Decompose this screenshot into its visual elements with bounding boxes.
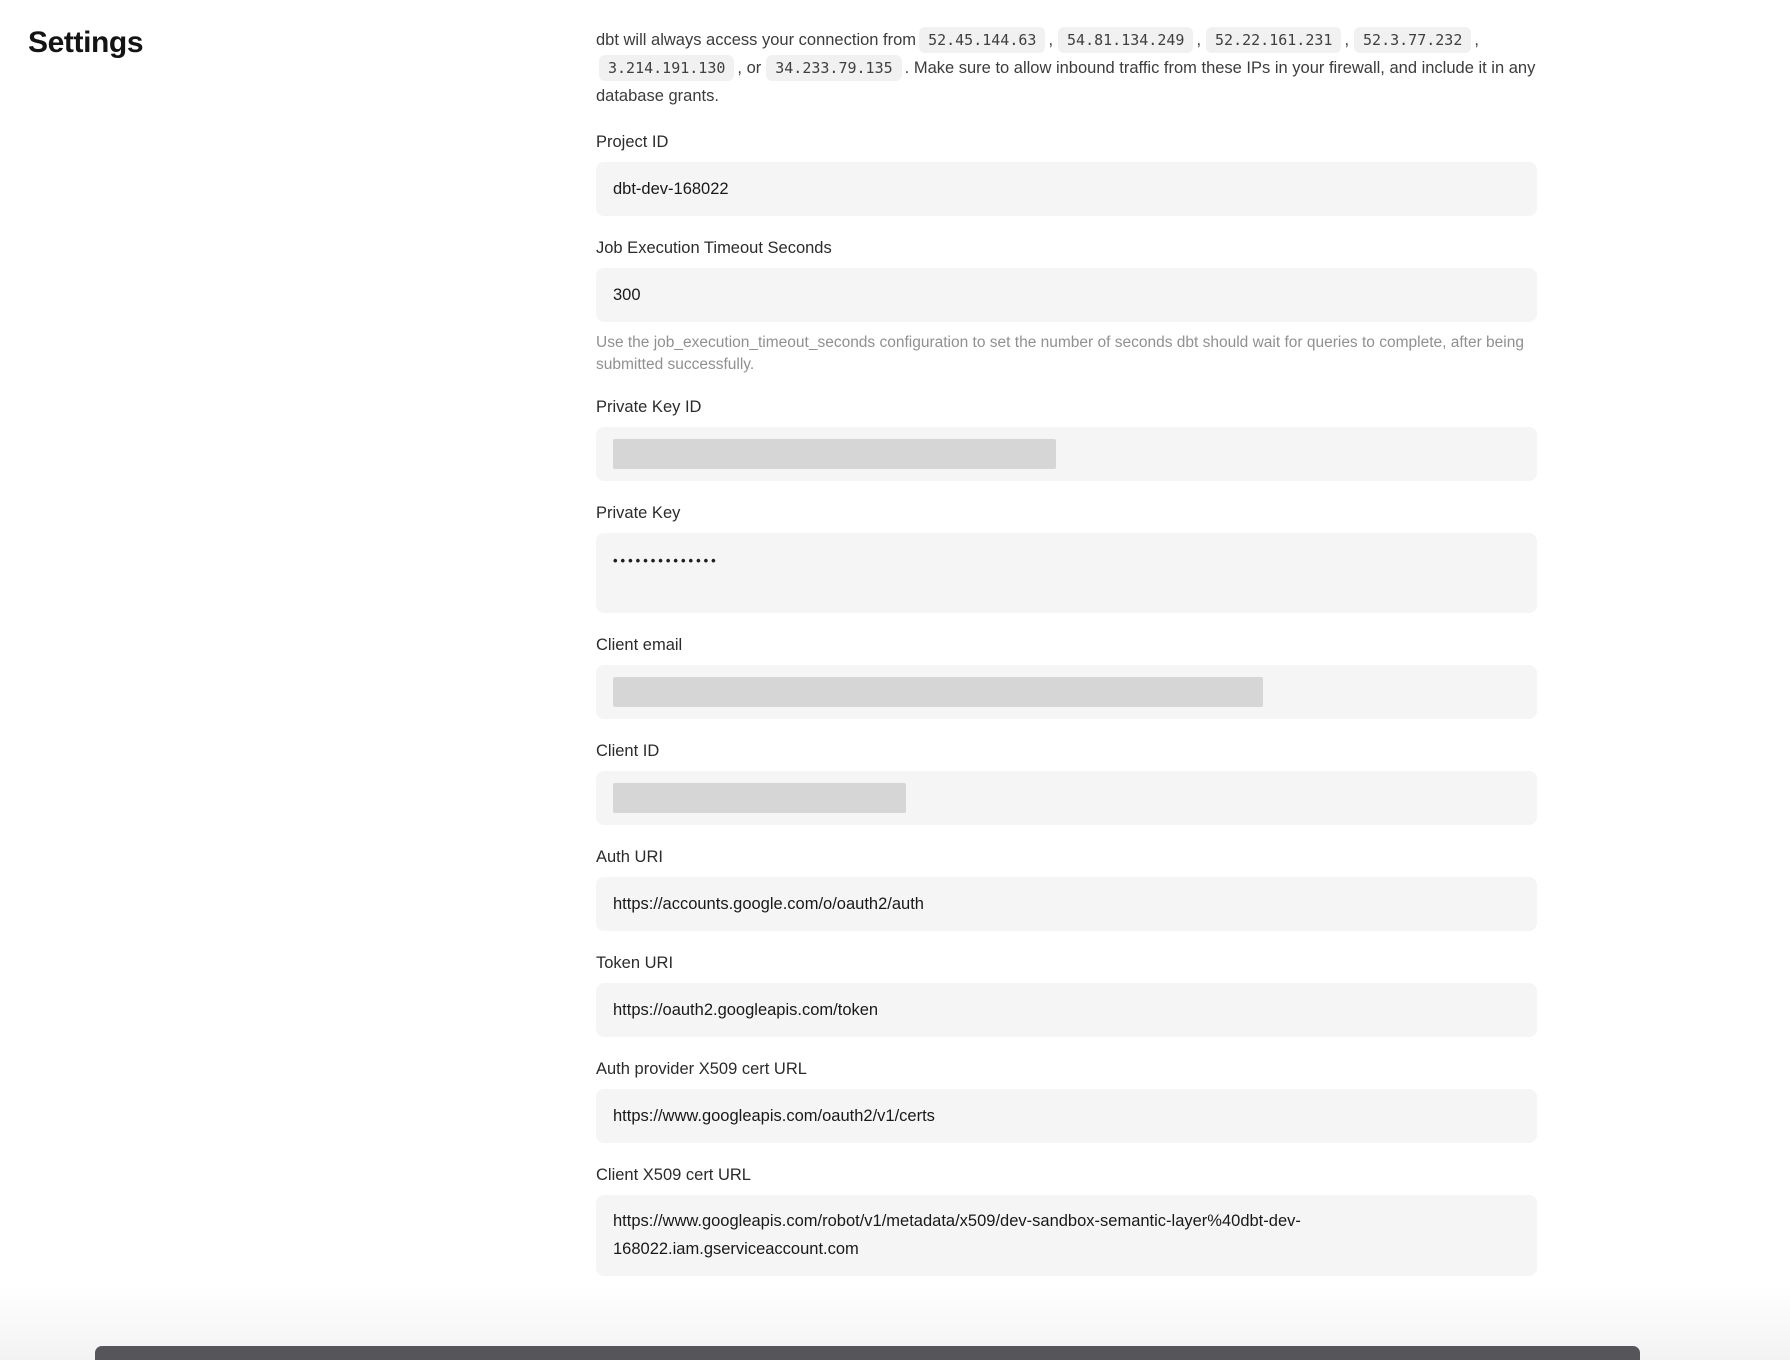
field-client-email [596,634,1537,719]
redacted-value [613,439,1056,469]
job-timeout-label: Job Execution Timeout Seconds [596,239,832,257]
connection-settings-form [596,26,1537,1276]
private-key-id-label: Private Key ID [596,398,702,416]
masked-private-key-value: •••••••••••••• [613,553,719,568]
ip-address-chip: 52.22.161.231 [1206,27,1341,53]
client-email-input[interactable] [596,665,1537,719]
auth-provider-cert-url-input[interactable] [596,1089,1537,1143]
ip-separator-last: , or [737,59,762,77]
client-cert-url-label: Client X509 cert URL [596,1166,751,1184]
ip-address-chip: 3.214.191.130 [599,55,734,81]
page-title: Settings [28,26,144,59]
field-job-execution-timeout [596,237,1537,375]
client-cert-url-value: https://www.googleapis.com/robot/v1/metadata/x509/dev-sandbox-semantic-layer%40dbt-dev-168022.iam.gserviceaccount.com [613,1212,1301,1258]
auth-uri-label: Auth URI [596,848,663,866]
auth-uri-input[interactable] [596,877,1537,931]
job-timeout-value: 300 [613,285,641,304]
ip-allowlist-note [596,26,1537,110]
field-token-uri [596,952,1537,1037]
private-key-id-input[interactable] [596,427,1537,481]
token-uri-input[interactable] [596,983,1537,1037]
job-timeout-help-text: Use the job_execution_timeout_seconds configuration to set the number of seconds dbt should wait for queries to complete, after being submitted successfully. [596,334,1524,373]
project-id-input[interactable] [596,162,1537,216]
field-private-key [596,502,1537,613]
field-auth-uri [596,846,1537,931]
token-uri-label: Token URI [596,954,674,972]
client-cert-url-input[interactable] [596,1195,1537,1276]
ip-separator: , [1196,31,1202,49]
intro-text-before: dbt will always access your connection from [596,31,917,49]
ip-address-chip: 34.233.79.135 [766,55,901,81]
auth-provider-cert-url-value: https://www.googleapis.com/oauth2/v1/certs [613,1106,935,1125]
redacted-value [613,783,906,813]
redacted-value [613,677,1263,707]
ip-separator: , [1474,31,1479,49]
field-client-cert-url [596,1164,1537,1276]
field-client-id [596,740,1537,825]
private-key-label: Private Key [596,504,681,522]
token-uri-value: https://oauth2.googleapis.com/token [613,1000,879,1019]
client-id-input[interactable] [596,771,1537,825]
field-private-key-id [596,396,1537,481]
intro-text-after: . Make sure to allow inbound traffic from these IPs in your firewall, and include it in any database grants. [596,59,1536,105]
ip-address-chip: 52.45.144.63 [919,27,1045,53]
client-id-label: Client ID [596,742,660,760]
field-project-id [596,131,1537,216]
client-email-label: Client email [596,636,683,654]
private-key-input[interactable] [596,533,1537,613]
ip-separator: , [1344,31,1350,49]
ip-address-chip: 52.3.77.232 [1354,27,1471,53]
field-auth-provider-cert-url [596,1058,1537,1143]
auth-uri-value: https://accounts.google.com/o/oauth2/auth [613,894,924,913]
dock-edge-bar [95,1346,1640,1360]
auth-provider-cert-url-label: Auth provider X509 cert URL [596,1060,807,1078]
job-timeout-input[interactable] [596,268,1537,322]
project-id-label: Project ID [596,133,669,151]
project-id-value: dbt-dev-168022 [613,179,729,198]
ip-separator: , [1048,31,1054,49]
ip-address-chip: 54.81.134.249 [1058,27,1193,53]
